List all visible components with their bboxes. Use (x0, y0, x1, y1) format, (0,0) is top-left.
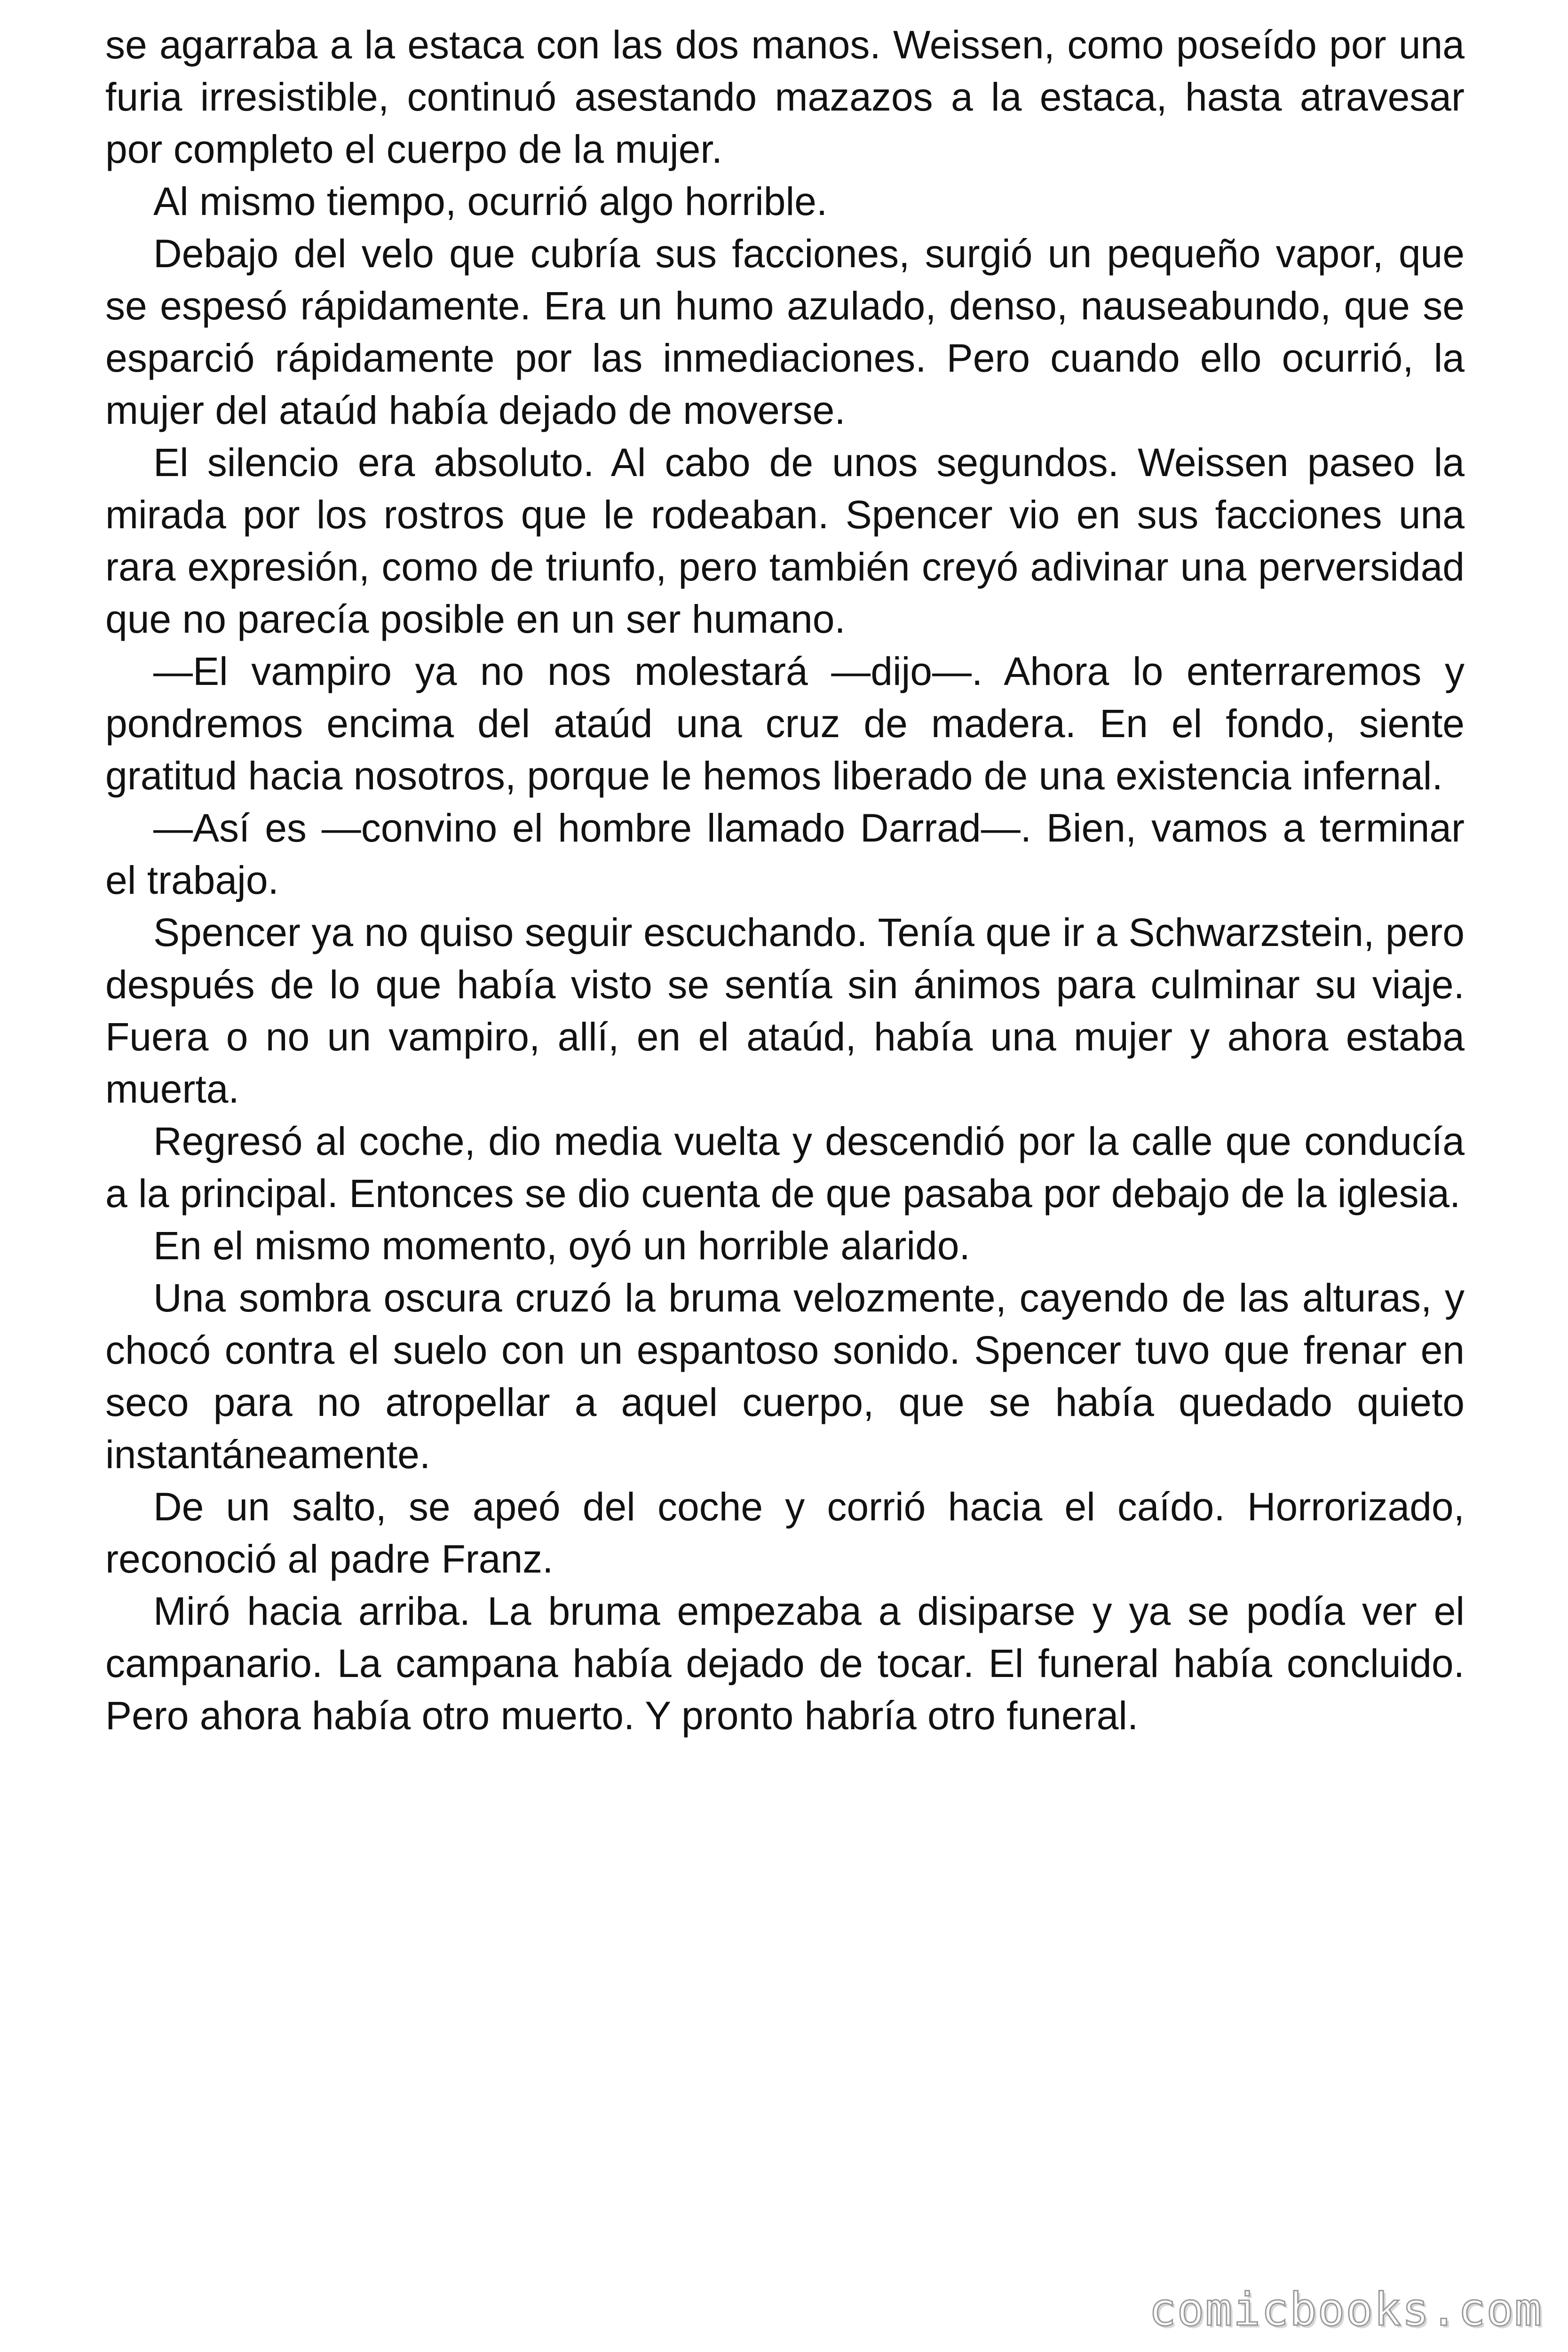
paragraph: Una sombra oscura cruzó la bruma velozmente, cayendo de las alturas, y chocó contra el suelo con un espantoso sonido. Spencer tuvo que frenar en seco para no atropellar a aquel cuerpo, que se había quedado quieto instantáneamente. (105, 1276, 1465, 1477)
paragraph: —El vampiro ya no nos molestará —dijo—. Ahora lo enterraremos y pondremos encima del ataúd una cruz de madera. En el fondo, siente gratitud hacia nosotros, porque le hemos liberado de una existencia infernal. (105, 649, 1465, 798)
book-page-text (105, 19, 1465, 1742)
paragraph: Miró hacia arriba. La bruma empezaba a disiparse y ya se podía ver el campanario. La campana había dejado de tocar. El funeral había concluido. Pero ahora había otro muerto. Y pronto habría otro funeral. (105, 1589, 1465, 1738)
watermark: comicbooks.com (1148, 2283, 1543, 2336)
paragraph: Debajo del velo que cubría sus facciones, surgió un pequeño vapor, que se espesó rápidamente. Era un humo azulado, denso, nauseabundo, que se esparció rápidamente por las inmediaciones. Pero cuando ello ocurrió, la mujer del ataúd había dejado de moverse. (105, 231, 1465, 432)
paragraph: se agarraba a la estaca con las dos manos. Weissen, como poseído por una furia irresistible, continuó asestando mazazos a la estaca, hasta atravesar por completo el cuerpo de la mujer. (105, 23, 1465, 171)
paragraph: En el mismo momento, oyó un horrible alarido. (153, 1224, 970, 1268)
paragraph: —Así es —convino el hombre llamado Darrad—. Bien, vamos a terminar el trabajo. (105, 806, 1465, 902)
paragraph: Regresó al coche, dio media vuelta y descendió por la calle que conducía a la principal. Entonces se dio cuenta de que pasaba por debajo de la iglesia. (105, 1119, 1465, 1216)
paragraph: De un salto, se apeó del coche y corrió hacia el caído. Horrorizado, reconoció al padre Franz. (105, 1485, 1465, 1581)
paragraph: Spencer ya no quiso seguir escuchando. Tenía que ir a Schwarzstein, pero después de lo que había visto se sentía sin ánimos para culminar su viaje. Fuera o no un vampiro, allí, en el ataúd, había una mujer y ahora estaba muerta. (105, 910, 1465, 1111)
paragraph: Al mismo tiempo, ocurrió algo horrible. (153, 179, 828, 223)
paragraph: El silencio era absoluto. Al cabo de unos segundos. Weissen paseo la mirada por los rostros que le rodeaban. Spencer vio en sus facciones una rara expresión, como de triunfo, pero también creyó adivinar una perversidad que no parecía posible en un ser humano. (105, 440, 1465, 641)
